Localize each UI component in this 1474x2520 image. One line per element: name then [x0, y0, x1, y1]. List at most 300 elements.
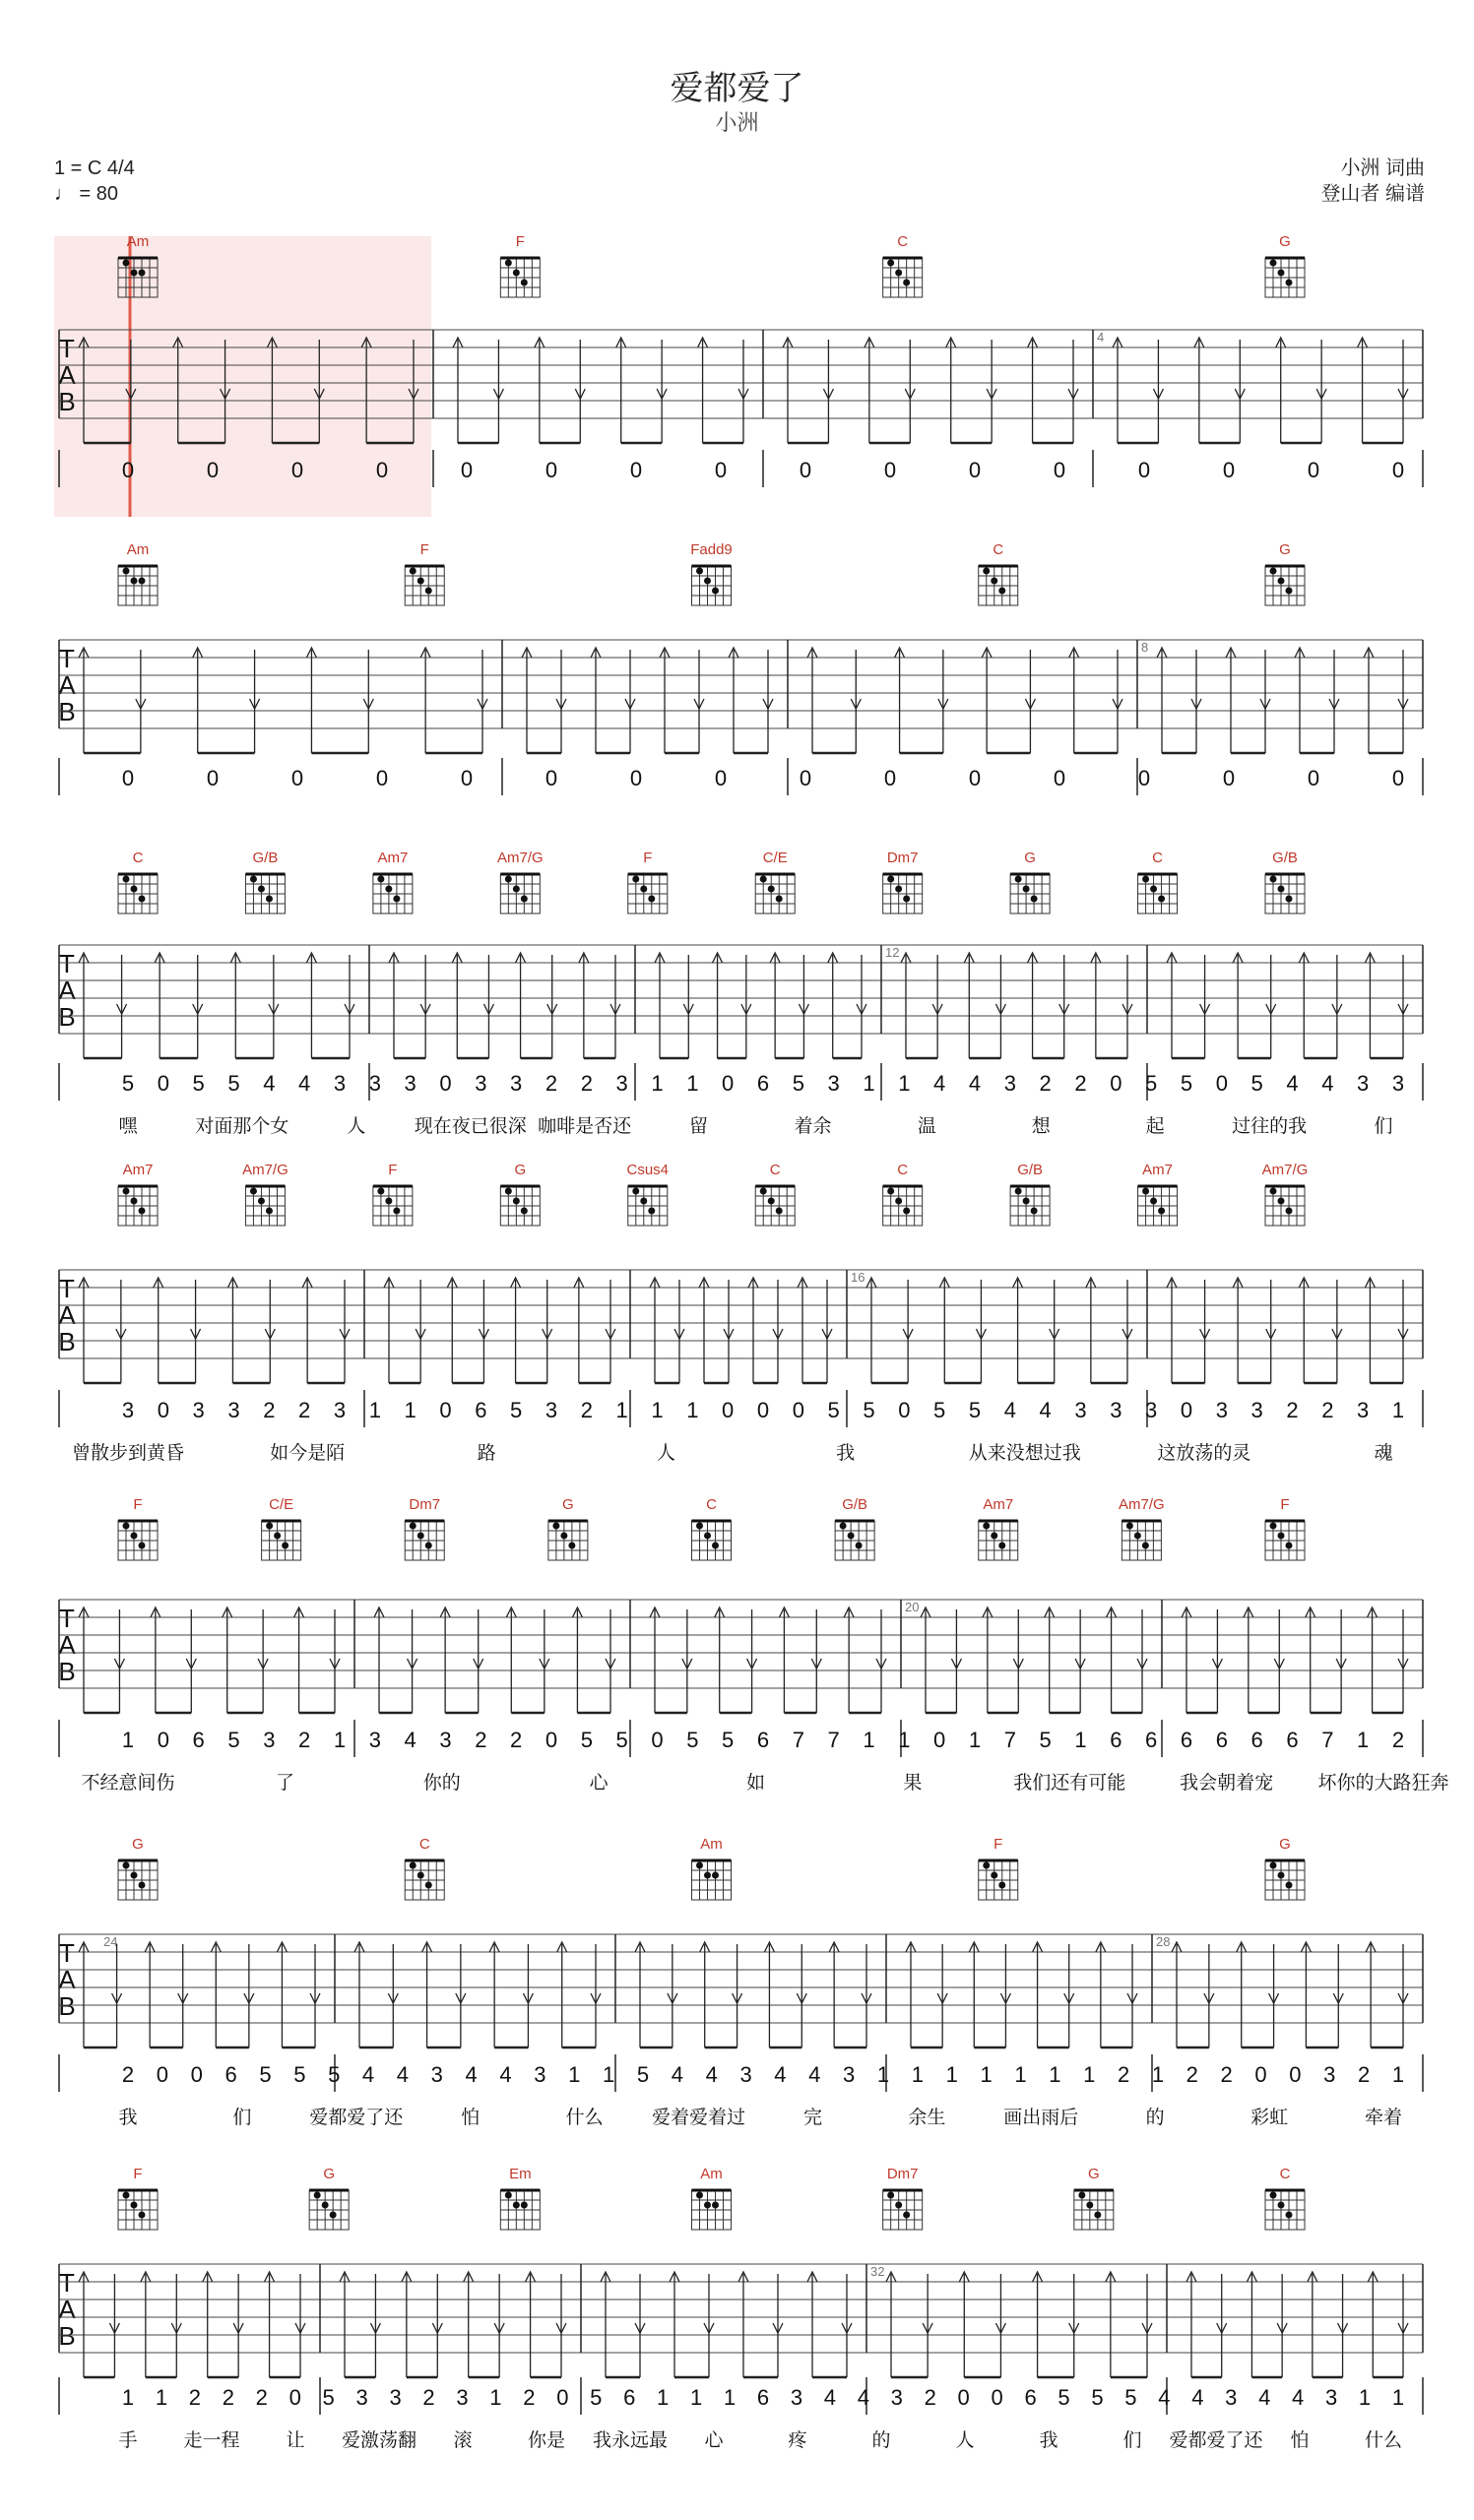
- chord-finger-dot: [887, 2192, 894, 2199]
- chord-finger-dot: [139, 270, 146, 277]
- jianpu-note: 5: [121, 1071, 135, 1096]
- chord-finger-dot: [696, 1862, 703, 1869]
- chord-diagram-csus4: [627, 1162, 670, 1226]
- jianpu-note: 0: [375, 458, 389, 482]
- chord-finger-dot: [377, 876, 384, 883]
- chord-finger-dot: [1270, 568, 1277, 575]
- chord-finger-dot: [903, 896, 910, 903]
- tab-label-letter: A: [58, 360, 76, 390]
- jianpu-note: 1: [863, 1071, 875, 1096]
- chord-diagram-f: [628, 850, 668, 914]
- chord-finger-dot: [1126, 1523, 1133, 1530]
- jianpu-note: 4: [774, 2062, 787, 2087]
- chord-name-label: G: [514, 1162, 527, 1178]
- jianpu-note: 0: [933, 1728, 946, 1752]
- chord-finger-dot: [1270, 1188, 1277, 1195]
- chord-diagram-ce: [262, 1496, 301, 1560]
- jianpu-note: 5: [1057, 2385, 1070, 2410]
- chord-finger-dot: [266, 1523, 273, 1530]
- chord-finger-dot: [895, 1198, 902, 1205]
- jianpu-note: 0: [722, 1071, 735, 1096]
- chord-finger-dot: [266, 896, 273, 903]
- chord-diagram-c: [1138, 850, 1178, 914]
- jianpu-note: 2: [255, 2385, 268, 2410]
- chord-diagram-am7: [1138, 1162, 1178, 1226]
- song-title: 爱都爱了: [670, 70, 804, 107]
- jianpu-note: 4: [705, 2062, 718, 2087]
- lyric-text: 爱都爱了还: [1169, 2430, 1263, 2451]
- jianpu-note: 2: [1391, 1728, 1405, 1752]
- lyric-text: 疼: [788, 2430, 807, 2451]
- jianpu-note: 1: [876, 2062, 890, 2087]
- lyric-text: 完: [802, 2108, 822, 2128]
- tab-label-letter: A: [58, 976, 76, 1005]
- jianpu-note: 3: [263, 1728, 276, 1752]
- lyric-text: 我永远最: [592, 2430, 669, 2451]
- chord-name-label: G/B: [252, 850, 279, 866]
- jianpu-note: 3: [404, 1071, 417, 1096]
- tab-label-letter: B: [58, 697, 76, 726]
- jianpu-note: 6: [756, 2385, 770, 2410]
- measure-number: 24: [103, 1934, 118, 1949]
- jianpu-note: 5: [1091, 2385, 1104, 2410]
- measure-number: 12: [885, 945, 900, 960]
- jianpu-note: 4: [1191, 2385, 1204, 2410]
- lyric-text: 余生: [908, 2108, 946, 2128]
- chord-name-label: F: [388, 1162, 398, 1178]
- jianpu-note: 6: [224, 2062, 237, 2087]
- chord-finger-dot: [139, 896, 146, 903]
- jianpu-note: 1: [121, 1728, 135, 1752]
- jianpu-note: 1: [945, 2062, 958, 2087]
- lyric-text: 如: [745, 1773, 766, 1794]
- jianpu-note: 2: [1286, 1398, 1299, 1422]
- jianpu-note: 0: [1391, 766, 1405, 790]
- chord-name-label: C: [769, 1162, 781, 1178]
- chord-finger-dot: [887, 1188, 894, 1195]
- chord-name-label: Am7: [377, 850, 409, 866]
- chord-diagram-am7: [979, 1496, 1018, 1560]
- chord-finger-dot: [123, 260, 130, 267]
- lyric-text: 的: [1145, 2108, 1165, 2128]
- jianpu-note: 3: [890, 2385, 903, 2410]
- chord-name-label: C: [897, 1162, 909, 1178]
- jianpu-note: 1: [1391, 2385, 1405, 2410]
- chord-finger-dot: [1023, 1198, 1030, 1205]
- chord-name-label: F: [515, 233, 525, 250]
- jianpu-note: 5: [792, 1071, 804, 1096]
- jianpu-note: 0: [157, 1398, 169, 1422]
- chord-finger-dot: [123, 1523, 130, 1530]
- chord-finger-dot: [410, 1523, 417, 1530]
- measure-number: 16: [851, 1270, 865, 1285]
- chord-finger-dot: [513, 1198, 520, 1205]
- jianpu-note: 3: [534, 2062, 546, 2087]
- chord-name-label: C: [897, 233, 909, 250]
- chord-name-label: Dm7: [409, 1496, 441, 1513]
- jianpu-note: 0: [375, 766, 389, 790]
- jianpu-note: 5: [615, 1728, 628, 1752]
- jianpu-note: 5: [328, 2062, 341, 2087]
- jianpu-note: 5: [580, 1728, 593, 1752]
- chord-name-label: C: [1279, 2166, 1291, 2182]
- chord-finger-dot: [1286, 1208, 1293, 1215]
- jianpu-note: 4: [361, 2062, 375, 2087]
- chord-finger-dot: [417, 1872, 424, 1879]
- jianpu-note: 0: [156, 2062, 168, 2087]
- chord-finger-dot: [139, 1882, 146, 1889]
- jianpu-note: 0: [722, 1398, 735, 1422]
- jianpu-note: 0: [1053, 766, 1066, 790]
- lyric-text: 我们还有可能: [1013, 1773, 1126, 1794]
- lyric-text: 心: [704, 2430, 724, 2451]
- jianpu-note: 3: [368, 1071, 381, 1096]
- song-artist: 小洲: [715, 110, 759, 135]
- chord-name-label: C: [418, 1836, 430, 1853]
- chord-finger-dot: [131, 270, 138, 277]
- jianpu-note: 0: [121, 458, 135, 482]
- chord-finger-dot: [696, 2192, 703, 2199]
- chord-finger-dot: [983, 568, 990, 575]
- chord-finger-dot: [250, 1188, 257, 1195]
- chord-diagram-f: [1265, 1496, 1305, 1560]
- lyric-text: 我: [118, 2108, 138, 2128]
- chord-finger-dot: [983, 1523, 990, 1530]
- jianpu-note: 0: [1254, 2062, 1267, 2087]
- chord-finger-dot: [1158, 1208, 1165, 1215]
- lyric-text: 爱都爱了还: [309, 2108, 404, 2128]
- chord-finger-dot: [983, 1862, 990, 1869]
- chord-name-label: F: [993, 1836, 1003, 1853]
- jianpu-note: 0: [460, 766, 474, 790]
- jianpu-note: 7: [827, 1728, 840, 1752]
- chord-finger-dot: [704, 578, 711, 585]
- tab-system-5: [58, 1600, 1448, 1794]
- chord-diagram-c: [692, 1496, 732, 1560]
- chord-finger-dot: [1286, 1543, 1293, 1549]
- jianpu-note: 0: [1137, 458, 1151, 482]
- jianpu-note: 2: [510, 1728, 523, 1752]
- chord-finger-dot: [385, 1198, 392, 1205]
- jianpu-note: 2: [1074, 1071, 1087, 1096]
- chord-finger-dot: [1134, 1533, 1141, 1540]
- chord-name-label: G: [1279, 1836, 1291, 1853]
- jianpu-note: 0: [756, 1398, 770, 1422]
- chord-diagram-am7g: [1262, 1162, 1309, 1226]
- jianpu-note: 5: [1124, 2385, 1137, 2410]
- chord-finger-dot: [632, 876, 639, 883]
- jianpu-note: 0: [460, 458, 474, 482]
- chord-finger-dot: [385, 886, 392, 893]
- jianpu-note: 1: [657, 2385, 670, 2410]
- chord-finger-dot: [640, 1198, 647, 1205]
- jianpu-note: 0: [1307, 458, 1320, 482]
- jianpu-note: 2: [1358, 2062, 1371, 2087]
- chord-diagram-ce: [755, 850, 795, 914]
- chord-finger-dot: [998, 588, 1005, 595]
- jianpu-note: 1: [615, 1398, 628, 1422]
- jianpu-note: 3: [333, 1071, 347, 1096]
- jianpu-note: 2: [580, 1071, 593, 1096]
- chord-name-label: C: [993, 541, 1004, 558]
- chord-finger-dot: [1278, 578, 1285, 585]
- jianpu-note: 5: [863, 1398, 875, 1422]
- lyric-text: 手: [118, 2430, 138, 2451]
- jianpu-note: 0: [206, 458, 220, 482]
- chord-finger-dot: [712, 1543, 719, 1549]
- chord-finger-dot: [712, 2202, 719, 2209]
- chord-finger-dot: [505, 260, 512, 267]
- credit-lyrics-music: 小洲 词曲: [1340, 158, 1425, 179]
- chord-finger-dot: [417, 578, 424, 585]
- jianpu-note: 6: [1145, 1728, 1158, 1752]
- jianpu-note: 0: [1053, 458, 1066, 482]
- tab-label-letter: T: [59, 1274, 75, 1303]
- jianpu-note: 5: [1180, 1071, 1193, 1096]
- lyric-text: 嘿: [118, 1116, 138, 1137]
- chord-finger-dot: [513, 886, 520, 893]
- jianpu-note: 0: [1180, 1398, 1193, 1422]
- jianpu-note: 5: [227, 1728, 240, 1752]
- chord-finger-dot: [123, 1188, 130, 1195]
- chord-finger-dot: [123, 876, 130, 883]
- lyric-text: 什么: [1364, 2430, 1403, 2451]
- chord-name-label: G: [132, 1836, 144, 1853]
- chord-finger-dot: [1015, 876, 1022, 883]
- chord-finger-dot: [1278, 886, 1285, 893]
- jianpu-note: 1: [968, 1728, 982, 1752]
- jianpu-note: 2: [580, 1398, 593, 1422]
- chord-finger-dot: [640, 886, 647, 893]
- chord-finger-dot: [266, 1208, 273, 1215]
- chord-finger-dot: [552, 1523, 559, 1530]
- chord-name-label: C: [1152, 850, 1163, 866]
- chord-finger-dot: [568, 1543, 575, 1549]
- jianpu-note: 4: [465, 2062, 478, 2087]
- chord-finger-dot: [250, 876, 257, 883]
- jianpu-note: 1: [723, 2385, 737, 2410]
- tab-label-letter: T: [59, 1604, 75, 1633]
- jianpu-note: 3: [192, 1398, 205, 1422]
- jianpu-note: 0: [1215, 1071, 1228, 1096]
- chord-name-label: F: [419, 541, 429, 558]
- jianpu-note: 2: [188, 2385, 202, 2410]
- chord-name-label: C/E: [269, 1496, 294, 1513]
- chord-finger-dot: [1015, 1188, 1022, 1195]
- chord-diagram-fadd9: [690, 541, 733, 605]
- chord-name-label: Em: [509, 2166, 532, 2182]
- chord-finger-dot: [1286, 1882, 1293, 1889]
- jianpu-note: 4: [404, 1728, 417, 1752]
- chord-finger-dot: [776, 896, 783, 903]
- chord-finger-dot: [139, 578, 146, 585]
- tab-label-letter: B: [58, 1657, 76, 1686]
- lyric-text: 留: [689, 1116, 709, 1137]
- lyric-text: 让: [286, 2430, 305, 2451]
- lyric-text: 不经意间伤: [81, 1773, 175, 1794]
- jianpu-note: 5: [827, 1398, 840, 1422]
- jianpu-note: 3: [1323, 2062, 1336, 2087]
- chord-finger-dot: [712, 1872, 719, 1879]
- jianpu-note: 5: [322, 2385, 335, 2410]
- chord-diagram-g: [118, 1836, 158, 1900]
- jianpu-note: 6: [1215, 1728, 1228, 1752]
- jianpu-note: 1: [1357, 1728, 1370, 1752]
- tab-label-letter: B: [58, 1991, 76, 2021]
- chord-finger-dot: [903, 2212, 910, 2219]
- chord-finger-dot: [776, 1208, 783, 1215]
- lyric-text: 的: [871, 2430, 891, 2451]
- tab-label-letter: T: [59, 1938, 75, 1968]
- chord-finger-dot: [704, 1533, 711, 1540]
- chord-name-label: Am7: [983, 1496, 1014, 1513]
- lyric-text: 人: [955, 2430, 975, 2451]
- chord-diagram-gb: [1010, 1162, 1050, 1226]
- jianpu-note: 2: [1186, 2062, 1198, 2087]
- lyric-text: 我: [836, 1443, 856, 1464]
- jianpu-note: 0: [1137, 766, 1151, 790]
- lyric-text: 坏你的大路狂奔: [1317, 1773, 1449, 1794]
- tab-label-letter: T: [59, 644, 75, 673]
- jianpu-note: 0: [157, 1728, 169, 1752]
- chord-diagram-f: [500, 233, 540, 297]
- chord-finger-dot: [505, 2192, 512, 2199]
- chord-finger-dot: [887, 876, 894, 883]
- chord-finger-dot: [258, 886, 265, 893]
- chord-name-label: G: [562, 1496, 574, 1513]
- chord-finger-dot: [1286, 896, 1293, 903]
- chord-diagram-c: [1265, 2166, 1305, 2230]
- jianpu-note: 2: [523, 2385, 536, 2410]
- chord-name-label: F: [133, 2166, 143, 2182]
- jianpu-note: 4: [298, 1071, 311, 1096]
- jianpu-note: 5: [636, 2062, 650, 2087]
- chord-finger-dot: [393, 1208, 400, 1215]
- jianpu-note: 1: [489, 2385, 502, 2410]
- jianpu-note: 1: [863, 1728, 875, 1752]
- jianpu-note: 6: [623, 2385, 636, 2410]
- chord-diagram-am7g: [1119, 1496, 1165, 1560]
- chord-finger-dot: [274, 1533, 281, 1540]
- jianpu-note: 0: [629, 766, 643, 790]
- jianpu-note: 0: [190, 2062, 203, 2087]
- chord-finger-dot: [521, 1208, 528, 1215]
- chord-diagram-am: [118, 541, 158, 605]
- jianpu-note: 5: [1145, 1071, 1158, 1096]
- chord-finger-dot: [521, 280, 528, 286]
- jianpu-note: 5: [1250, 1071, 1263, 1096]
- jianpu-note: 4: [808, 2062, 821, 2087]
- chord-diagram-gb: [245, 850, 285, 914]
- chord-finger-dot: [856, 1543, 863, 1549]
- jianpu-note: 5: [686, 1728, 699, 1752]
- chord-finger-dot: [521, 2202, 528, 2209]
- chord-finger-dot: [1078, 2192, 1085, 2199]
- chord-diagram-g: [1074, 2166, 1114, 2230]
- jianpu-note: 1: [404, 1398, 417, 1422]
- jianpu-note: 5: [933, 1398, 946, 1422]
- lyric-text: 魂: [1374, 1443, 1393, 1464]
- jianpu-note: 3: [121, 1398, 135, 1422]
- lyric-text: 人: [347, 1116, 366, 1137]
- chord-name-label: G/B: [1017, 1162, 1044, 1178]
- tab-label-letter: A: [58, 1965, 76, 1994]
- chord-name-label: F: [1280, 1496, 1290, 1513]
- chord-finger-dot: [123, 568, 130, 575]
- jianpu-note: 1: [155, 2385, 168, 2410]
- chord-finger-dot: [330, 2212, 337, 2219]
- jianpu-note: 0: [288, 2385, 301, 2410]
- jianpu-note: 1: [121, 2385, 135, 2410]
- chord-diagram-am: [692, 2166, 732, 2230]
- jianpu-note: 0: [799, 766, 812, 790]
- chord-finger-dot: [505, 1188, 512, 1195]
- chord-finger-dot: [131, 1872, 138, 1879]
- jianpu-note: 0: [290, 766, 304, 790]
- jianpu-note: 0: [957, 2385, 970, 2410]
- jianpu-note: 7: [1003, 1728, 1016, 1752]
- chord-finger-dot: [131, 1198, 138, 1205]
- chord-finger-dot: [1094, 2212, 1101, 2219]
- jianpu-note: 5: [1039, 1728, 1052, 1752]
- chord-finger-dot: [131, 578, 138, 585]
- chord-diagram-am: [692, 1836, 732, 1900]
- chord-diagram-g: [1010, 850, 1050, 914]
- chord-finger-dot: [1150, 886, 1157, 893]
- lyric-text: 什么: [565, 2108, 604, 2128]
- jianpu-note: 4: [933, 1071, 946, 1096]
- chord-diagram-g: [500, 1162, 540, 1226]
- chord-diagram-dm7: [883, 850, 923, 914]
- chord-name-label: G: [1279, 233, 1291, 250]
- jianpu-note: 0: [121, 766, 135, 790]
- lyric-text: 怕: [461, 2108, 481, 2128]
- chord-finger-dot: [1142, 1543, 1149, 1549]
- lyric-text: 咖啡是否还: [538, 1116, 632, 1137]
- jianpu-note: 0: [206, 766, 220, 790]
- chord-name-label: G/B: [842, 1496, 868, 1513]
- jianpu-note: 0: [883, 766, 897, 790]
- chord-finger-dot: [704, 2202, 711, 2209]
- chord-finger-dot: [417, 1533, 424, 1540]
- lyric-text: 过往的我: [1232, 1116, 1308, 1137]
- jianpu-note: 3: [456, 2385, 469, 2410]
- jianpu-note: 0: [968, 766, 982, 790]
- lyric-text: 爱着爱着过: [652, 2108, 746, 2128]
- chord-finger-dot: [768, 886, 775, 893]
- jianpu-note: 2: [924, 2385, 936, 2410]
- chord-finger-dot: [1270, 1523, 1277, 1530]
- jianpu-note: 1: [980, 2062, 993, 2087]
- chord-finger-dot: [131, 886, 138, 893]
- lyric-text: 们: [1122, 2430, 1142, 2451]
- chord-finger-dot: [1031, 1208, 1038, 1215]
- chord-finger-dot: [314, 2192, 321, 2199]
- jianpu-note: 0: [898, 1398, 911, 1422]
- chord-finger-dot: [425, 588, 432, 595]
- jianpu-note: 3: [1215, 1398, 1228, 1422]
- jianpu-note: 6: [1180, 1728, 1193, 1752]
- jianpu-note: 0: [883, 458, 897, 482]
- chord-finger-dot: [1150, 1198, 1157, 1205]
- chord-name-label: C: [706, 1496, 717, 1513]
- chord-finger-dot: [991, 1533, 997, 1540]
- jianpu-note: 1: [651, 1398, 664, 1422]
- jianpu-note: 1: [651, 1071, 664, 1096]
- chord-diagram-c: [755, 1162, 795, 1226]
- chord-name-label: F: [643, 850, 653, 866]
- jianpu-note: 2: [422, 2385, 435, 2410]
